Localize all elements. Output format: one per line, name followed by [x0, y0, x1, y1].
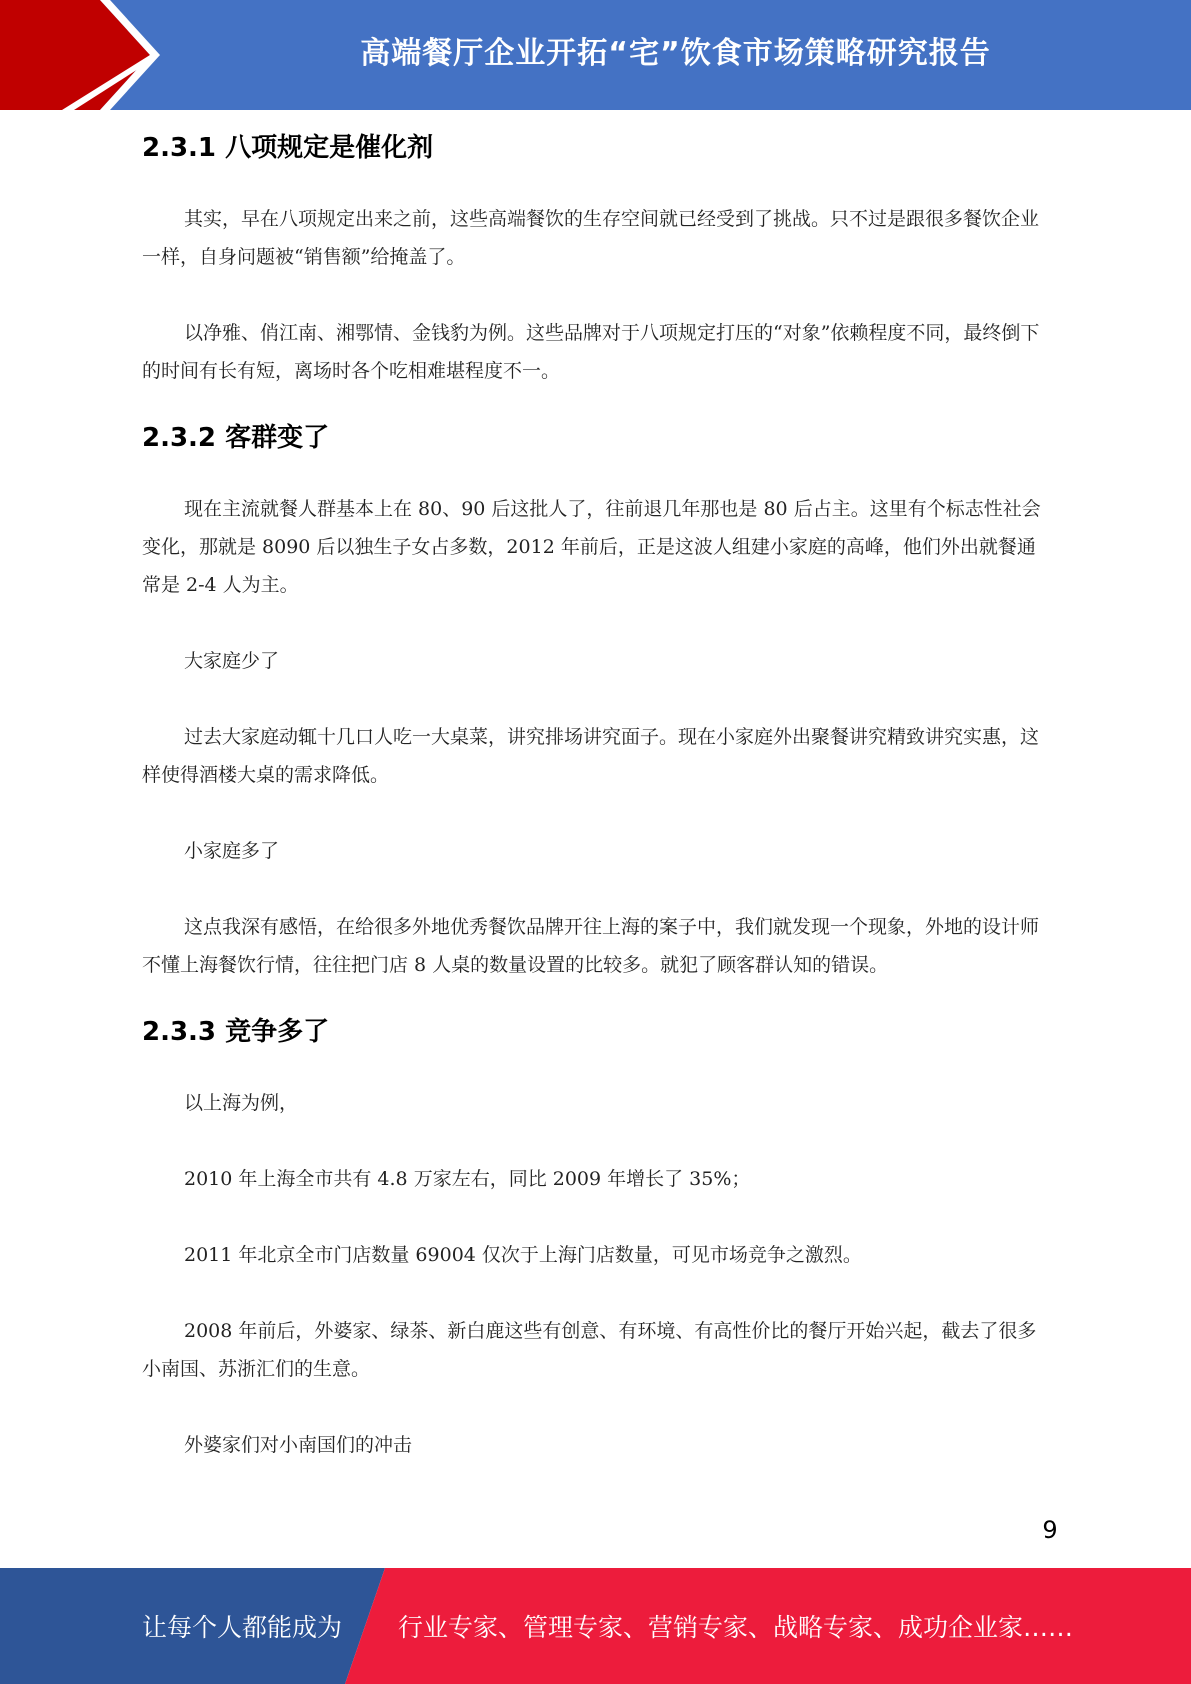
page-number: 9: [1042, 1516, 1058, 1544]
paragraph: 现在主流就餐人群基本上在 80、90 后这批人了，往前退几年那也是 80 后占主。这里有个标志性社会变化，那就是 8090 后以独生子女占多数，2012 年前后，正是这波人组建小家庭的高峰，他们外出就餐通常是 2-4 人为主。: [142, 498, 1041, 596]
paragraph: 2008 年前后，外婆家、绿茶、新白鹿这些有创意、有环境、有高性价比的餐厅开始兴起，截去了很多小南国、苏浙汇们的生意。: [142, 1320, 1037, 1380]
page-footer: [0, 1568, 1191, 1684]
report-title: 高端餐厅企业开拓“宅”饮食市场策略研究报告: [360, 36, 991, 71]
paragraph: 2011 年北京全市门店数量 69004 仅次于上海门店数量，可见市场竞争之激烈。: [184, 1244, 862, 1266]
section-heading-2-3-3: 2.3.3 竞争多了: [142, 1017, 330, 1047]
page-header: [0, 0, 1191, 110]
section-heading-2-3-1: 2.3.1 八项规定是催化剂: [142, 133, 434, 163]
paragraph: 过去大家庭动辄十几口人吃一大桌菜，讲究排场讲究面子。现在小家庭外出聚餐讲究精致讲究实惠，这样使得酒楼大桌的需求降低。: [142, 726, 1040, 786]
paragraph: 其实，早在八项规定出来之前，这些高端餐饮的生存空间就已经受到了挑战。只不过是跟很多餐饮企业一样，自身问题被“销售额”给掩盖了。: [142, 208, 1040, 268]
paragraph: 大家庭少了: [184, 650, 280, 672]
paragraph: 以净雅、俏江南、湘鄂情、金钱豹为例。这些品牌对于八项规定打压的“对象”依赖程度不同，最终倒下的时间有长有短，离场时各个吃相难堪程度不一。: [142, 322, 1040, 382]
page-content: [142, 126, 1047, 1464]
footer-slogan-left: 让每个人都能成为: [142, 1613, 343, 1642]
footer-slogan-right: 行业专家、管理专家、营销专家、战略专家、成功企业家……: [398, 1613, 1074, 1642]
paragraph: 小家庭多了: [184, 840, 280, 862]
paragraph: 以上海为例，: [184, 1092, 299, 1114]
paragraph: 2010 年上海全市共有 4.8 万家左右，同比 2009 年增长了 35%；: [184, 1168, 751, 1190]
section-heading-2-3-2: 2.3.2 客群变了: [142, 423, 330, 453]
paragraph: 外婆家们对小南国们的冲击: [184, 1434, 413, 1456]
paragraph: 这点我深有感悟，在给很多外地优秀餐饮品牌开往上海的案子中，我们就发现一个现象，外地的设计师不懂上海餐饮行情，往往把门店 8 人桌的数量设置的比较多。就犯了顾客群认知的错误。: [142, 916, 1040, 976]
